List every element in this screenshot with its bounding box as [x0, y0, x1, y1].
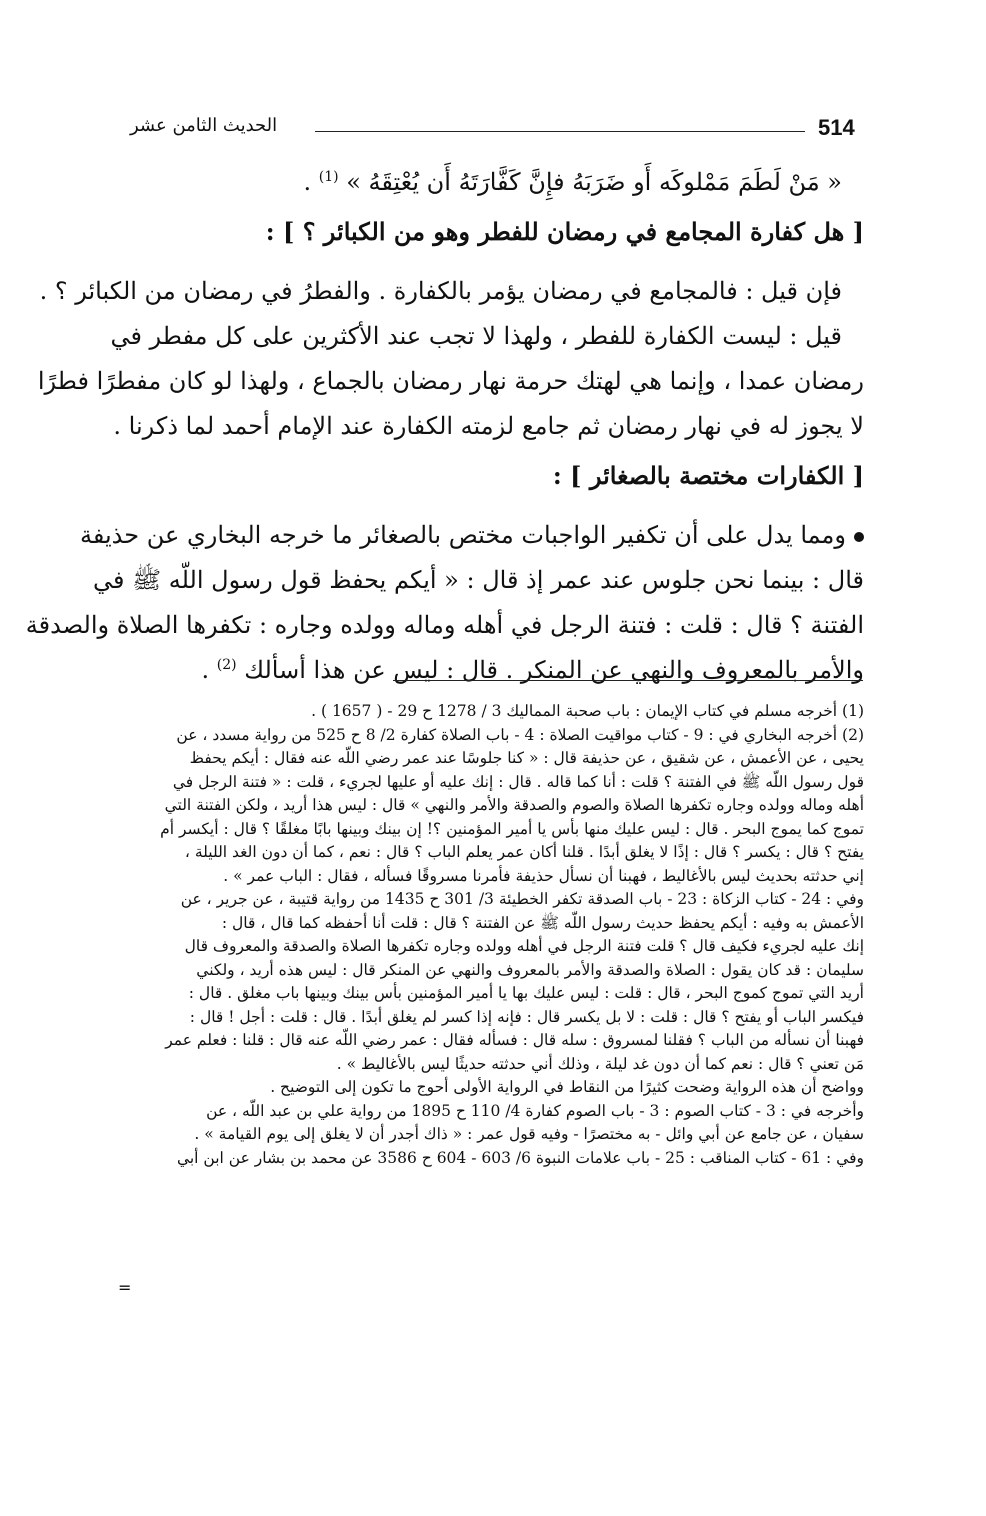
section-heading: [ هل كفارة المجامع في رمضان للفطر وهو من الكبائر ؟ ] : [265, 217, 864, 246]
footnote-ref: (1) [318, 169, 339, 185]
footnote-line: الأعمش به وفيه : أيكم يحفظ حديث رسول اللّه ﷺ عن الفتنة ؟ قال : قلت أنا أحفظه كما قال ، قال : [221, 913, 864, 932]
continuation-mark: = [118, 1278, 132, 1297]
text-span: والأمر بالمعروف والنهي عن المنكر . قال : ليس عن هذا أسألك [244, 656, 864, 684]
footnote-line: قول رسول اللّه ﷺ في الفتنة ؟ قلت : أنا كما قاله . قال : إنك عليه أو عليها لجريء ، قلت : « فتنة الرجل في [172, 772, 864, 791]
footnote-line: أهله وماله وولده وجاره تكفرها الصلاة والصوم والصدقة والأمر والنهي » قال : ليس هذا أريد ، ولكن الفتنة التي [164, 796, 864, 814]
footnote-line: فيكسر الباب أو يفتح ؟ قال : قلت : لا بل يكسر قال : فإنه إذا كسر لم يغلق أبدًا . قال : قلت : أجل ! قال : [189, 1007, 864, 1026]
punctuation: . [303, 168, 312, 196]
footnote-line: إنك عليه لجريء فكيف قال ؟ قلت فتنة الرجل في أهله وولده وجاره تكفرها الصلاة والصدقة والمعروف قال [184, 937, 864, 955]
running-title: الحديث الثامن عشر [130, 115, 278, 136]
text-span: ومما يدل على أن تكفير الواجبات مختص بالصغائر ما خرجه البخاري عن حذيفة [79, 521, 846, 549]
bullet-icon [854, 532, 864, 542]
hadith-quote: « مَنْ لَطَمَ مَمْلوكَه أَو ضَرَبَهُ فإِنَّ كَفَّارَتَهُ أَن يُعْتِقَهُ » [346, 168, 842, 196]
text-line [79, 513, 864, 558]
text-line: فإن قيل : فالمجامع في رمضان يؤمر بالكفارة . والفطرُ في رمضان من الكبائر ؟ . [39, 277, 842, 305]
footnote-line: يفتح ؟ قال : يكسر ؟ قال : إذًا لا يغلق أبدًا . قلنا أكان عمر يعلم الباب ؟ قال : نعم ، كما أن دون الغد الليلة ، [184, 843, 864, 861]
footnote-line: أريد التي تموج كموج البحر ، قال : قلت : ليس عليك بها يا أمير المؤمنين بأس بينك وبينها باب مغلق . قال : [188, 984, 864, 1002]
footnote-line: سليمان : قد كان يقول : الصلاة والصدقة والأمر بالمعروف والنهي عن المنكر قال : ليس هذه أريد ، ولكني [196, 960, 864, 979]
footnote-line: مَن تعني ؟ قال : نعم كما أن دون غد ليلة ، وذلك أني حدثته حديثًا ليس بالأغاليط » . [336, 1054, 864, 1073]
footnote-line: (2) أخرجه البخاري في : 9 - كتاب مواقيت الصلاة : 4 - باب الصلاة كفارة 2/ 8 ح 525 من رواية مسدد ، عن [176, 725, 864, 744]
section-heading: [ الكفارات مختصة بالصغائر ] : [552, 461, 864, 490]
footnote-line: (1) أخرجه مسلم في كتاب الإيمان : باب صحبة المماليك 3 / 1278 ح 29 - ( 1657 ) . [311, 702, 864, 720]
footnote-line: وفي : 24 - كتاب الزكاة : 23 - باب الصدقة تكفر الخطيئة 3/ 301 ح 1435 من رواية قتيبة ، عن جرير ، عن [180, 890, 864, 908]
footnote-line: تموج كما يموج البحر . قال : ليس عليك منها بأس يا أمير المؤمنين ؟! إن بينك وبينها بابًا مغلقًا ؟ قال : أيكسر أم [160, 819, 864, 838]
footnote-line: يحيى ، عن الأعمش ، عن شقيق ، عن حذيفة قال : « كنا جلوسًا عند عمر رضي اللّه عنه فقال : أيكم يحفظ [189, 749, 864, 767]
footnote-ref: (2) [216, 657, 237, 673]
header-rule [315, 131, 805, 132]
footnote-line: وفي : 61 - كتاب المناقب : 25 - باب علامات النبوة 6/ 603 - 604 ح 3586 عن محمد بن بشار عن ابن أبي [176, 1148, 864, 1167]
footnote-line: فهبنا أن نسأله من الباب ؟ فقلنا لمسروق : سله قال : فسأله فقال : عمر رضي اللّه عنه قال : قلنا : فعلم عمر [165, 1031, 864, 1049]
footnote-line: وواضح أن هذه الرواية وضحت كثيرًا من النقاط في الرواية الأولى أحوج ما تكون إلى التوضيح . [270, 1078, 864, 1096]
text-line [128, 160, 864, 205]
punctuation: . [201, 656, 210, 684]
footnote-line: إني حدثته بحديث ليس بالأغاليط ، فهبنا أن نسأل حذيفة فأمرنا مسروقًا فسأله ، فقال : الباب عمر » . [223, 866, 864, 885]
text-line [128, 648, 864, 693]
footnote-line: وأخرجه في : 3 - كتاب الصوم : 3 - باب الصوم كفارة 4/ 110 ح 1895 من رواية علي بن عبد اللّه ، عن [206, 1101, 864, 1120]
spacer [128, 503, 864, 513]
page-number: 514 [818, 115, 855, 140]
text-line: قال : بينما نحن جلوس عند عمر إذ قال : « أيكم يحفظ قول رسول اللّه ﷺ في [93, 566, 864, 594]
text-line: رمضان عمدا ، وإنما هي لهتك حرمة نهار رمضان بالجماع ، ولهذا لو كان مفطرًا فطرًا [37, 367, 864, 395]
main-text [25, 160, 864, 693]
footnote-line: سفيان ، عن جامع عن أبي وائل - به مختصرًا - وفيه قول عمر : « ذاك أجدر أن لا يغلق إلى يوم القيامة » . [194, 1125, 864, 1143]
text-line: الفتنة ؟ قال : قلت : فتنة الرجل في أهله وماله وولده وجاره : تكفرها الصلاة والصدقة [25, 611, 864, 639]
footnotes [128, 700, 864, 1170]
footnote-separator [393, 680, 863, 681]
spacer [128, 259, 864, 269]
text-line: قيل : ليست الكفارة للفطر ، ولهذا لا تجب عند الأكثرين على كل مفطر في [110, 322, 842, 350]
text-line: لا يجوز له في نهار رمضان ثم جامع لزمته الكفارة عند الإمام أحمد لما ذكرنا . [113, 412, 864, 440]
